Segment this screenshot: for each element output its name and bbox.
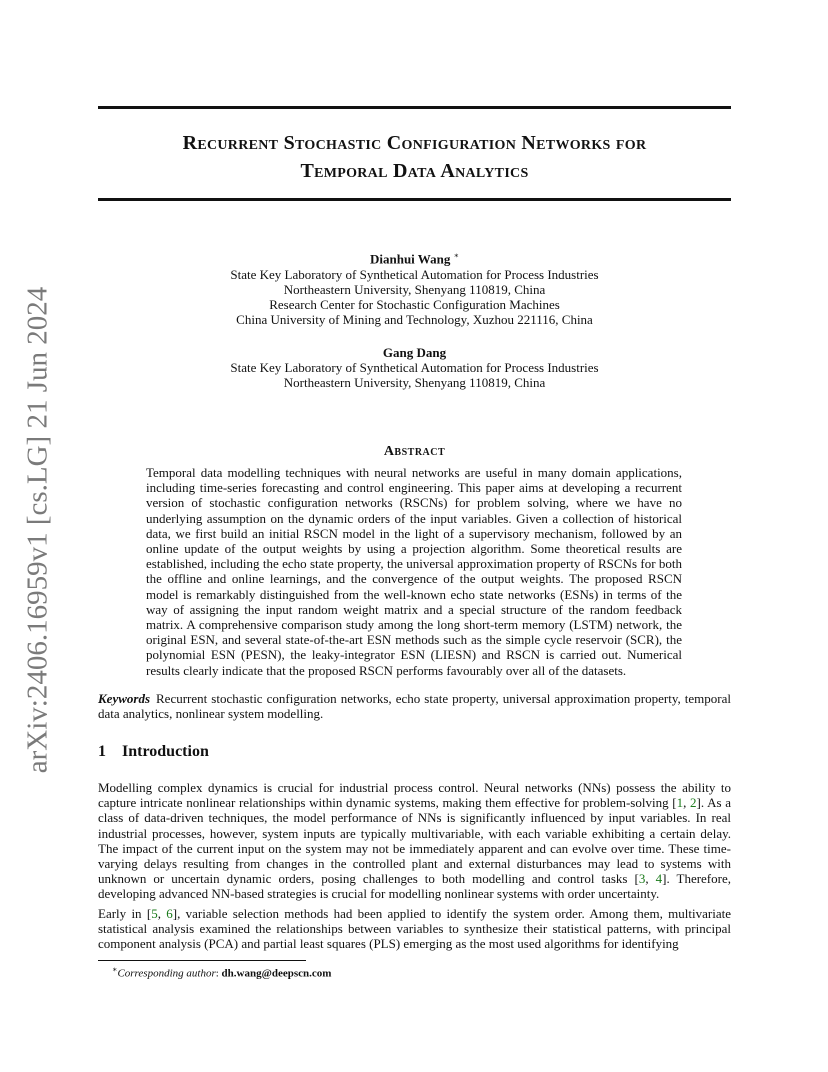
abstract-heading: Abstract	[383, 444, 446, 459]
paper-title-line2: Temporal Data Analytics	[300, 160, 529, 182]
affiliation-line: Northeastern University, Shenyang 110819, China	[283, 281, 546, 297]
footnote-mark: ∗	[112, 965, 118, 974]
citation-link[interactable]: 3	[638, 871, 646, 887]
intro-paragraph-1: Modelling complex dynamics is crucial for industrial process control. Neural networks (NNs) possess the ability to capture intricate nonlinear relationships within dynamic systems, making them effective for problem-solving [1, 2]. As a class of data-driven techniques, the model performance of NNs is significantly influenced by input variables. In real industrial processes, however, system inputs are typically multivariable, with each variable exhibiting a certain delay. The impact of the current input on the system may not be immediately apparent and can evolve over time. These time-varying delays resulting from changes in the controlled plant and external disturbances may lead to systems with unknown or uncertain dynamic orders, posing challenges to both modelling and control tasks [3, 4]. Therefore, developing advanced NN-based strategies is crucial for modelling nonlinear systems with order uncertainty.	[98, 780, 731, 902]
title-top-rule	[98, 106, 731, 109]
section-number: 1	[98, 743, 106, 760]
paper-title-line1: Recurrent Stochastic Configuration Networks for	[182, 132, 647, 154]
author-name: Dianhui Wang	[369, 251, 451, 267]
author-name: Gang Dang	[382, 345, 447, 360]
citation-link[interactable]: 1	[676, 795, 684, 811]
affiliation-line: Research Center for Stochastic Configuration Machines	[269, 296, 560, 312]
abstract-text: Temporal data modelling techniques with neural networks are useful in many domain applications, including time-series forecasting and control engineering. This paper aims at developing a recurrent version of stochastic configuration networks (RSCNs) for problem solving, where we have no underlying assumption on the dynamic orders of the input variables. Given a collection of historical data, we first build an initial RSCN model in the light of a supervisory mechanism, followed by an online update of the output weights by using a projection algorithm. Some theoretical results are established, including the echo state property, the universal approximation property of RSCNs for both the offline and online learnings, and the convergence of the output weights. The proposed RSCN model is remarkably distinguished from the well-known echo state networks (ESNs) in terms of the way of assigning the input random weight matrix and a special structure of the random feedback matrix. A comprehensive comparison study among the long short-term memory (LSTM) network, the original ESN, and several state-of-the-art ESN methods such as the simple cycle reservoir (SCR), the polynomial ESN (PESN), the leaky-integrator ESN (LIESN) and RSCN is carried out. Numerical results clearly indicate that the proposed RSCN performs favourably over all of the datasets.	[146, 465, 682, 678]
affiliation-line: State Key Laboratory of Synthetical Automation for Process Industries	[230, 360, 599, 376]
section-heading	[98, 743, 209, 761]
footnote-rule	[98, 960, 306, 961]
footnote: ∗Corresponding author: dh.wang@deepscn.com	[112, 965, 332, 980]
arxiv-stamp: arXiv:2406.16959v1 [cs.LG] 21 Jun 2024	[21, 286, 54, 774]
intro-paragraph-2: Early in [5, 6], variable selection methods had been applied to identify the system order. Among them, multivariate statistical analysis examined the relationships between variables to synthesize their statistical patterns, with principal component analysis (PCA) and partial least squares (PLS) emerging as the most used algorithms for identifying	[98, 906, 731, 952]
affiliation-line: Northeastern University, Shenyang 110819, China	[283, 375, 546, 391]
keywords-label: Keywords	[98, 691, 150, 706]
citation-link[interactable]: 5	[151, 906, 158, 921]
citation-link[interactable]: 6	[166, 906, 173, 921]
author-block-2	[98, 345, 731, 391]
author-block-1	[98, 248, 731, 327]
section-title: Introduction	[122, 743, 209, 760]
affiliation-line: China University of Mining and Technology, Xuzhou 221116, China	[236, 312, 593, 328]
footnote-label: Corresponding author	[117, 967, 216, 980]
affiliation-line: State Key Laboratory of Synthetical Automation for Process Industries	[230, 266, 599, 282]
author-footnote-mark: ∗	[453, 251, 460, 260]
citation-link[interactable]: 2	[690, 795, 697, 811]
keywords-text: Recurrent stochastic configuration networks, echo state property, universal approximation property, temporal data analytics, nonlinear system modelling.	[98, 691, 731, 722]
title-bottom-rule	[98, 198, 731, 201]
footnote-email[interactable]: dh.wang@deepscn.com	[221, 967, 332, 980]
keywords	[98, 691, 731, 721]
citation-link[interactable]: 4	[655, 871, 663, 887]
